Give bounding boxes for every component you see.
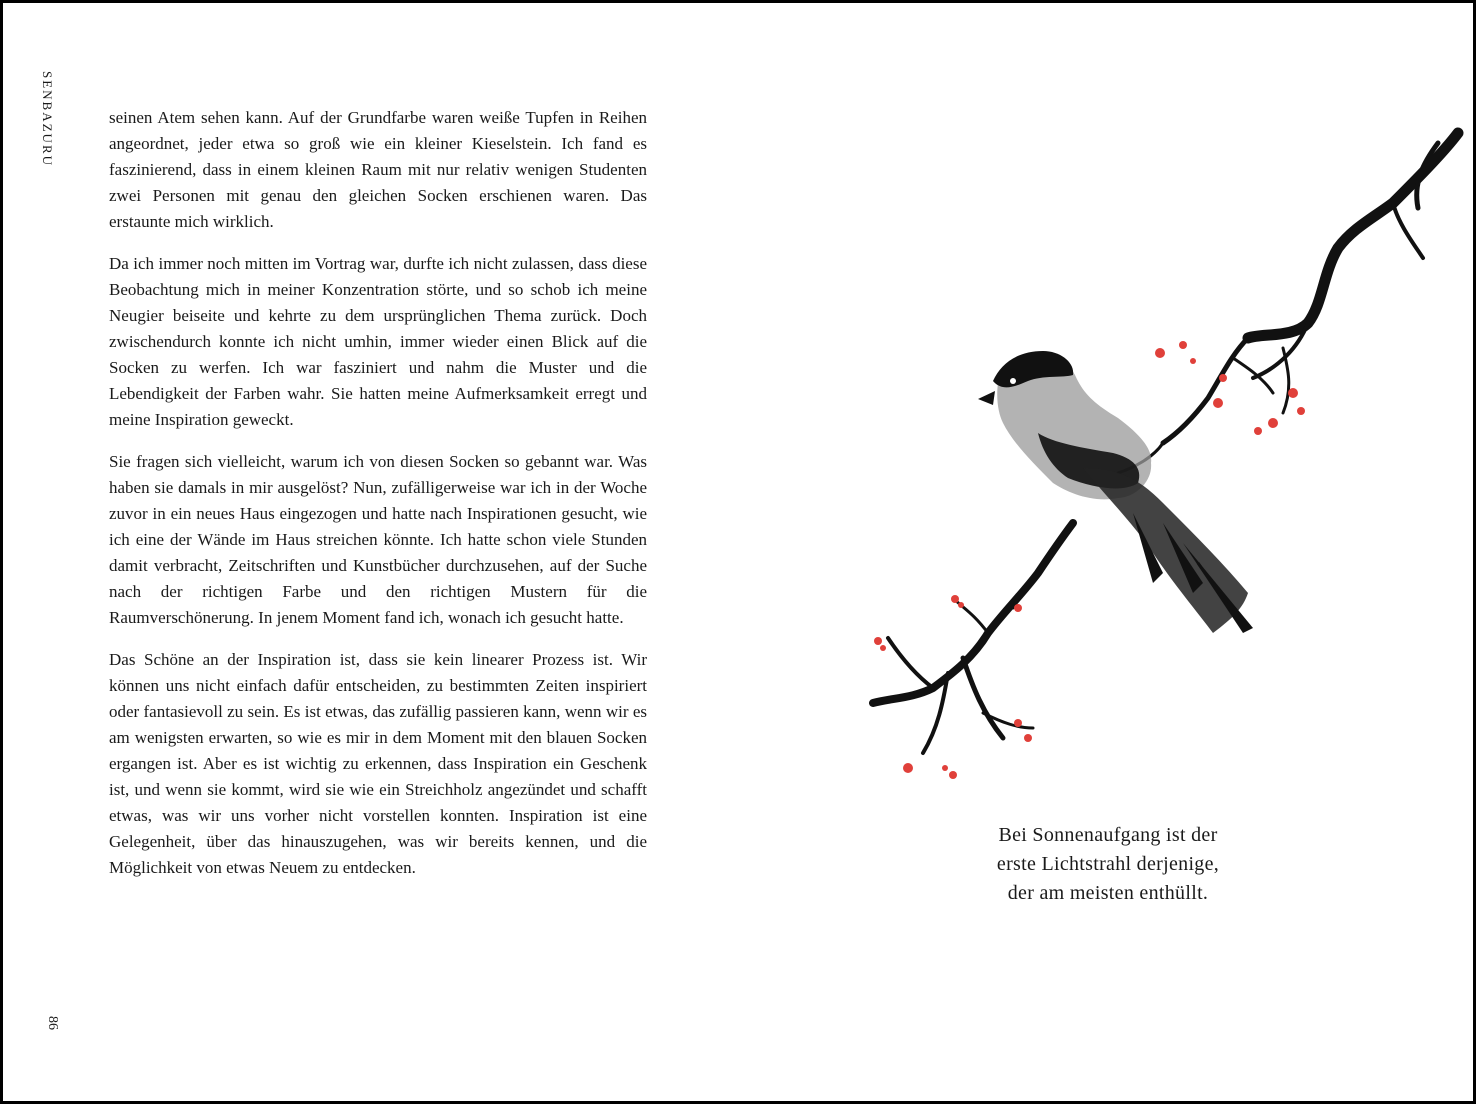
illustration-caption bbox=[943, 821, 1273, 908]
bird-on-branch-illustration bbox=[853, 113, 1473, 793]
paragraph: Sie fragen sich vielleicht, warum ich von diesen Socken so gebannt war. Was haben sie damals in mir ausgelöst? Nun, zufälligerweise war ich in der Woche zuvor in ein neues Haus eingezogen und hatte nach Inspirationen gesucht, wie ich eine der Wände im Haus streichen könnte. Ich hatte schon viele Stunden damit verbracht, Zeitschriften und Kunstbücher durchzusehen, auf der Suche nach der richtigen Farbe und den richtigen Mustern für die Raumverschönerung. In jenem Moment fand ich, wonach ich gesucht hatte. bbox=[109, 452, 647, 627]
caption-line: der am meisten enthüllt. bbox=[1007, 882, 1209, 904]
paragraph: seinen Atem sehen kann. Auf der Grundfarbe waren weiße Tupfen in Reihen angeordnet, jeder etwa so groß wie ein kleiner Kieselstein. Ich fand es faszinierend, dass in einem kleinen Raum mit nur relativ wenigen Studenten zwei Personen mit genau den gleichen Socken erschienen waren. Das erstaunte mich wirklich. bbox=[109, 108, 647, 231]
body-text bbox=[109, 105, 647, 897]
page-number: 86 bbox=[45, 1016, 60, 1030]
paragraph: Da ich immer noch mitten im Vortrag war, durfte ich nicht zulassen, dass diese Beobachtung mich in meiner Konzentration störte, und so schob ich meine Neugier beiseite und kehrte zu dem ursprünglichen Thema zurück. Doch zwischendurch konnte ich nicht umhin, immer wieder einen Blick auf die Socken zu werfen. Ich war fasziniert und nahm die Muster und die Lebendigkeit der Farben wahr. Sie hatten meine Aufmerksamkeit erregt und meine Inspiration geweckt. bbox=[109, 254, 647, 429]
branch bbox=[873, 133, 1458, 753]
caption-line: Bei Sonnenaufgang ist der bbox=[998, 824, 1218, 846]
caption-line: erste Lichtstrahl derjenige, bbox=[996, 853, 1220, 875]
running-head: SENBAZURU bbox=[40, 71, 55, 168]
paragraph: Das Schöne an der Inspiration ist, dass sie kein linearer Prozess ist. Wir können uns nicht einfach dafür entscheiden, zu bestimmten Zeiten inspiriert oder fantasievoll zu sein. Es ist etwas, das zufällig passieren kann, wenn wir es am wenigsten erwarten, so wie es mir in dem Moment mit den blauen Socken ergangen ist. Aber es ist wichtig zu erkennen, dass Inspiration ein Geschenk ist, und wenn sie kommt, wird sie wie ein Streichholz angezündet und schafft etwas, was wir uns vorher nicht vorstellen konnten. Inspiration ist eine Gelegenheit, über das hinauszugehen, was wir bereits kennen, und die Möglichkeit von etwas Neuem zu entdecken. bbox=[109, 650, 647, 877]
